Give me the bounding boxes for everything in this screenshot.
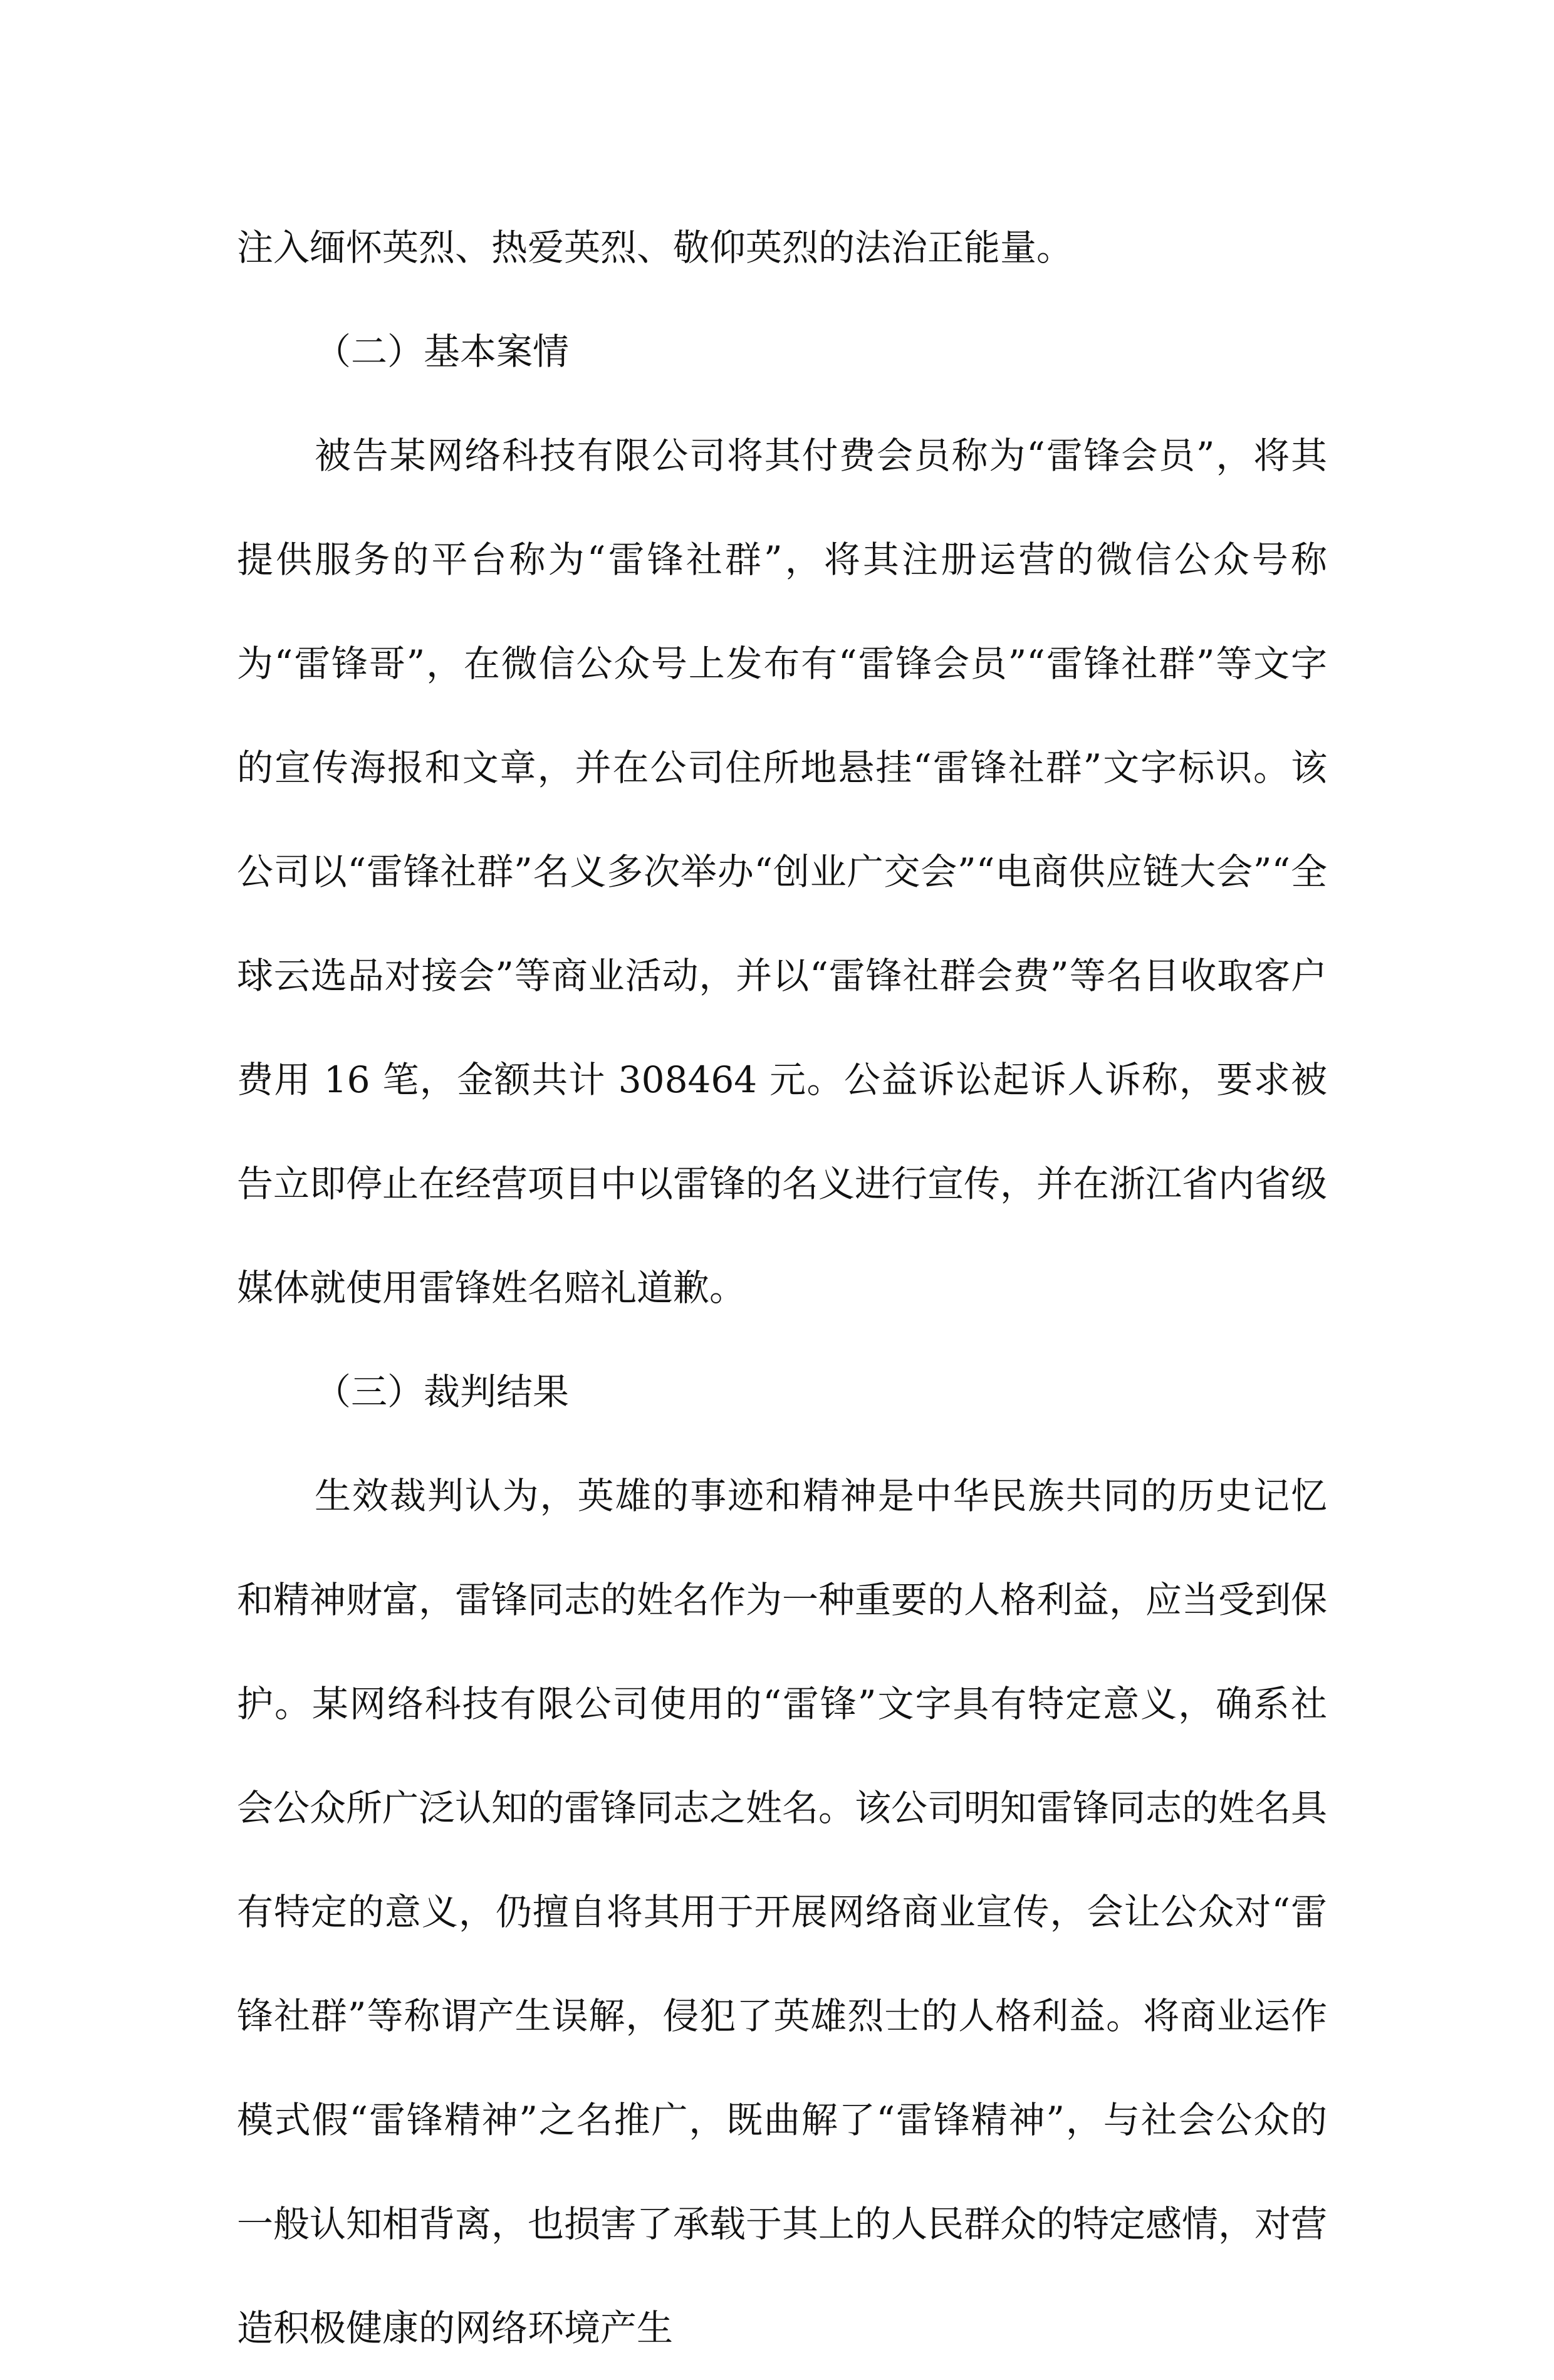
continuation-paragraph: 注入缅怀英烈、热爱英烈、敬仰英烈的法治正能量。 xyxy=(237,226,1073,269)
body-paragraph-judgment: 生效裁判认为，英雄的事迹和精神是中华民族共同的历史记忆和精神财富，雷锋同志的姓名作为一种重要的人格利益，应当受到保护。某网络科技有限公司使用的“雷锋”文字具有特定意义，确系社会公众所广泛认知的雷锋同志之姓名。该公司明知雷锋同志的姓名具有特定的意义，仍擅自将其用于开展网络商业宣传，会让公众对“雷锋社群”等称谓产生误解，侵犯了英雄烈士的人格利益。将商业运作模式假“雷锋精神”之名推广，既曲解了“雷锋精神”，与社会公众的一般认知相背离，也损害了承载于其上的人民群众的特定感情，对营造积极健康的网络环境产生 xyxy=(237,1474,1328,2349)
section-heading-judgment-result: （三）裁判结果 xyxy=(315,1370,570,1413)
body-paragraph-case-facts: 被告某网络科技有限公司将其付费会员称为“雷锋会员”，将其提供服务的平台称为“雷锋社群”，将其注册运营的微信公众号称为“雷锋哥”，在微信公众号上发布有“雷锋会员”“雷锋社群”等文字的宣传海报和文章，并在公司住所地悬挂“雷锋社群”文字标识。该公司以“雷锋社群”名义多次举办“创业广交会”“电商供应链大会”“全球云选品对接会”等商业活动，并以“雷锋社群会费”等名目收取客户费用 16 笔，金额共计 308464 元。公益诉讼起诉人诉称，要求被告立即停止在经营项目中以雷锋的名义进行宣传，并在浙江省内省级媒体就使用雷锋姓名赔礼道歉。 xyxy=(237,434,1328,1309)
section-heading-basic-facts: （二）基本案情 xyxy=(315,330,570,373)
document-body xyxy=(237,196,1327,2380)
